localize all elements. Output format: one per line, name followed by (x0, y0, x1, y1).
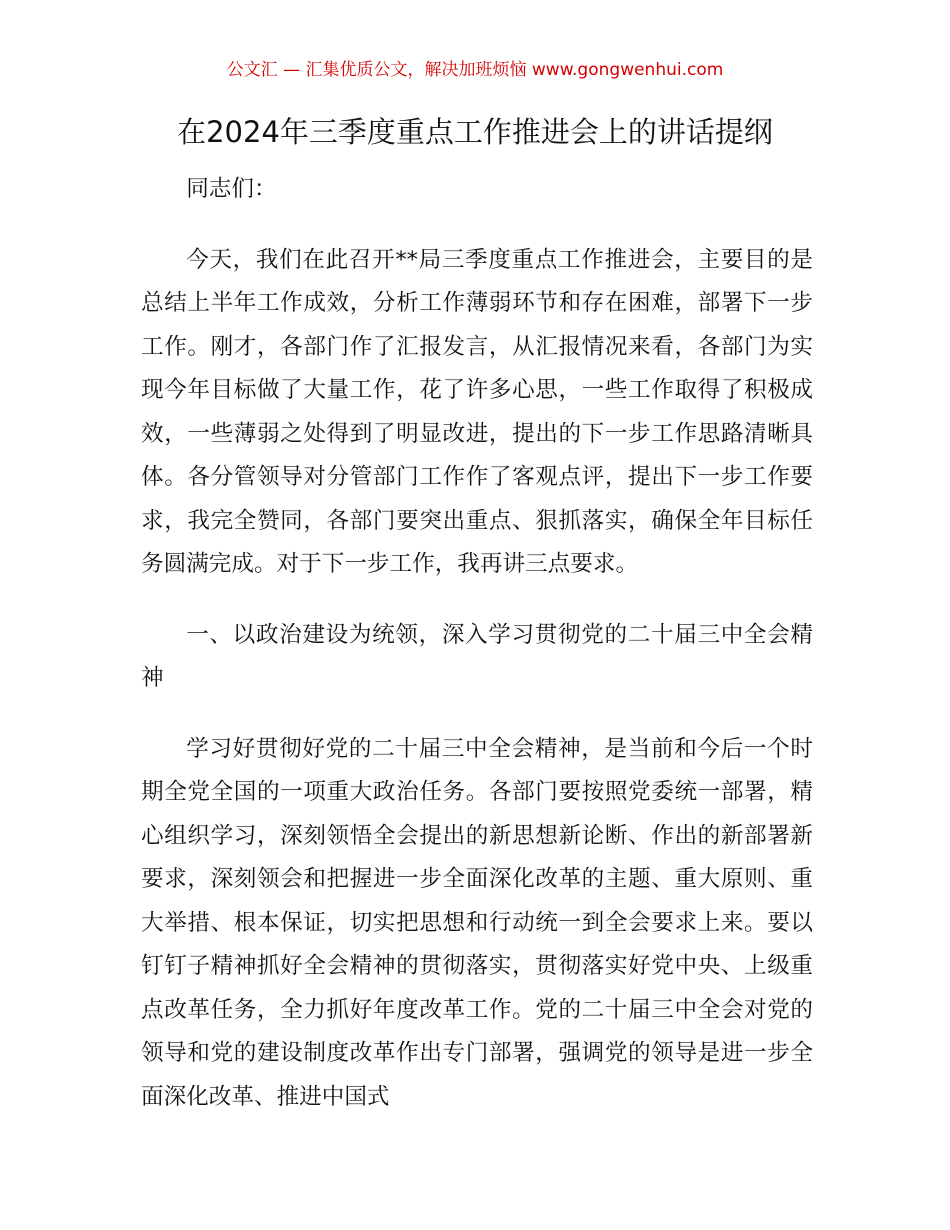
salutation: 同志们： (186, 176, 277, 202)
paragraph-intro: 今天，我们在此召开**局三季度重点工作推进会，主要目的是总结上半年工作成效，分析工作薄弱环节和存在困难，部署下一步工作。刚才，各部门作了汇报发言，从汇报情况来看，各部门为实现今年目标做了大量工作，花了许多心思，一些工作取得了积极成效，一些薄弱之处得到了明显改进，提出的下一步工作思路清晰具体。各分管领导对分管部门工作作了客观点评，提出下一步工作要求，我完全赞同，各部门要突出重点、狠抓落实，确保全年目标任务圆满完成。对于下一步工作，我再讲三点要求。 (141, 246, 813, 577)
document-body (141, 168, 813, 1119)
section-heading-1: 一、以政治建设为统领，深入学习贯彻党的二十届三中全会精神 (141, 621, 813, 691)
document-title: 在2024年三季度重点工作推进会上的讲话提纲 (177, 115, 773, 149)
paragraph-section-1: 学习好贯彻好党的二十届三中全会精神，是当前和今后一个时期全党全国的一项重大政治任务。各部门要按照党委统一部署，精心组织学习，深刻领悟全会提出的新思想新论断、作出的新部署新要求，深刻领会和把握进一步全面深化改革的主题、重大原则、重大举措、根本保证，切实把思想和行动统一到全会要求上来。要以钉钉子精神抓好全会精神的贯彻落实，贯彻落实好党中央、上级重点改革任务，全力抓好年度改革工作。党的二十届三中全会对党的领导和党的建设制度改革作出专门部署，强调党的领导是进一步全面深化改革、推进中国式 (141, 735, 813, 1110)
header-banner: 公文汇 — 汇集优质公文，解决加班烦恼 www.gongwenhui.com (226, 60, 724, 80)
